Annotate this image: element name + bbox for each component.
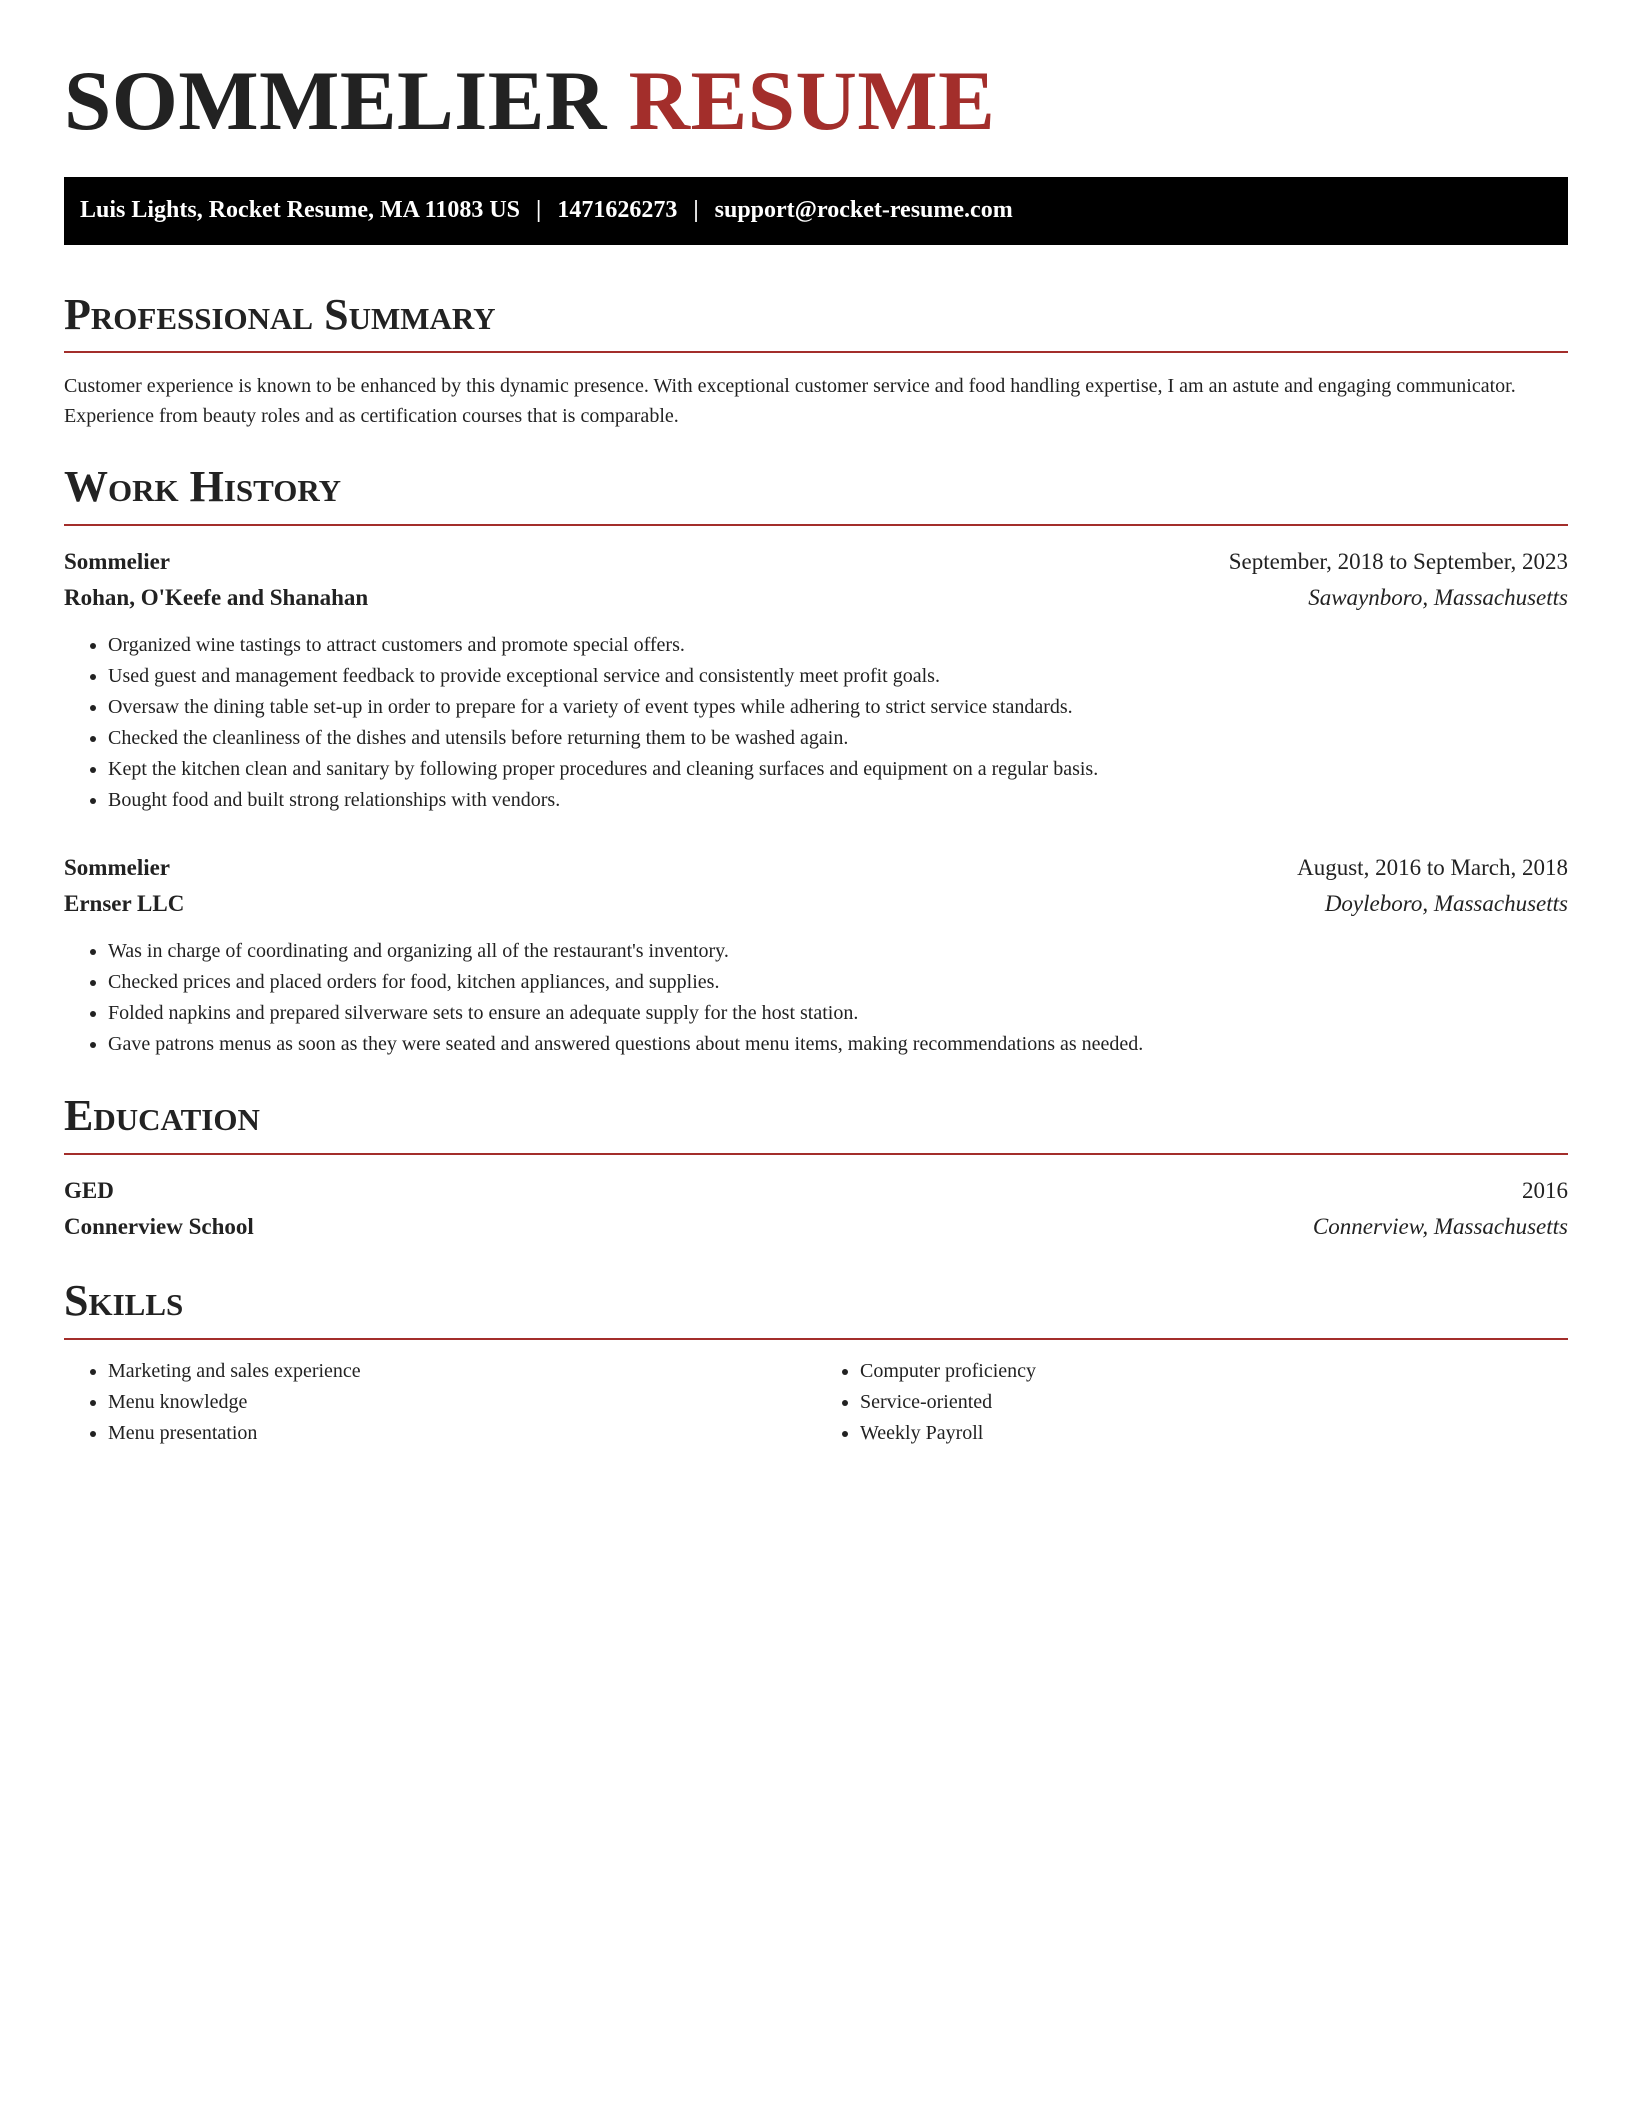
job-location: Doyleboro, Massachusetts [1324, 891, 1568, 917]
job-duty-item: • Checked prices and placed orders for food, kitchen appliances, and supplies. [108, 967, 1568, 998]
job-duty-item: • Bought food and built strong relationships with vendors. [108, 785, 1568, 816]
job-company-row [64, 580, 1568, 616]
section-heading-skills: Skills [64, 1275, 184, 1325]
job-entry [64, 850, 1568, 1060]
contact-email[interactable]: support@rocket-resume.com [714, 197, 1013, 223]
job-header-row [64, 850, 1568, 886]
education-school-row [64, 1209, 1568, 1245]
education-entry [64, 1173, 1568, 1245]
job-entry [64, 544, 1568, 816]
skill-item: • Computer proficiency [860, 1356, 1568, 1387]
job-company: Rohan, O'Keefe and Shanahan [64, 585, 369, 611]
section-heading-summary: Professional Summary [64, 289, 496, 339]
job-duty-item: • Oversaw the dining table set-up in order to prepare for a variety of event types while adhering to strict service standards. [108, 692, 1568, 723]
education-degree: GED [64, 1177, 114, 1203]
job-duty-item: • Folded napkins and prepared silverware sets to ensure an adequate supply for the host station. [108, 998, 1568, 1029]
job-dates: September, 2018 to September, 2023 [1228, 549, 1568, 575]
section-heading-work: Work History [64, 462, 342, 512]
title-part-1: SOMMELIER [64, 54, 607, 148]
job-duty-item: • Organized wine tastings to attract customers and promote special offers. [108, 630, 1568, 661]
section-divider [64, 524, 1568, 526]
work-history-section [64, 461, 1568, 1060]
job-dates: August, 2016 to March, 2018 [1297, 855, 1568, 881]
professional-summary-section [64, 289, 1568, 432]
section-divider [64, 1338, 1568, 1340]
education-header-row [64, 1173, 1568, 1209]
contact-separator: | [693, 197, 699, 223]
job-duties-list [64, 936, 1568, 1060]
contact-bar [64, 177, 1568, 245]
job-title: Sommelier [64, 855, 171, 881]
education-location: Connerview, Massachusetts [1312, 1213, 1568, 1239]
education-year: 2016 [1522, 1177, 1568, 1203]
skill-item: • Service-oriented [860, 1387, 1568, 1418]
skill-item: • Weekly Payroll [860, 1418, 1568, 1449]
summary-text: Customer experience is known to be enhanced by this dynamic presence. With exceptional customer service and food handling expertise, I am an astute and engaging communicator. Experience from beauty roles and as certification courses that is comparable. [64, 375, 1516, 428]
resume-title [64, 55, 1568, 149]
skills-list-left [64, 1356, 816, 1449]
skill-item: • Marketing and sales experience [108, 1356, 816, 1387]
job-duty-item: • Was in charge of coordinating and organizing all of the restaurant's inventory. [108, 936, 1568, 967]
job-duty-item: • Used guest and management feedback to provide exceptional service and consistently meet profit goals. [108, 661, 1568, 692]
job-header-row [64, 544, 1568, 580]
skill-item: • Menu knowledge [108, 1387, 816, 1418]
job-duties-list [64, 630, 1568, 816]
skills-section [64, 1275, 1568, 1449]
education-section [64, 1090, 1568, 1245]
skills-columns [64, 1356, 1568, 1449]
job-company: Ernser LLC [64, 891, 185, 917]
contact-phone[interactable]: 1471626273 [557, 197, 678, 223]
job-location: Sawaynboro, Massachusetts [1308, 585, 1568, 611]
job-duty-item: • Kept the kitchen clean and sanitary by following proper procedures and cleaning surfaces and equipment on a regular basis. [108, 754, 1568, 785]
skills-list-right [816, 1356, 1568, 1449]
contact-separator: | [536, 197, 542, 223]
section-divider [64, 351, 1568, 353]
job-company-row [64, 886, 1568, 922]
job-duty-item: • Gave patrons menus as soon as they were seated and answered questions about menu items, making recommendations as needed. [108, 1029, 1568, 1060]
education-school: Connerview School [64, 1213, 254, 1239]
skill-item: • Menu presentation [108, 1418, 816, 1449]
job-duty-item: • Checked the cleanliness of the dishes and utensils before returning them to be washed again. [108, 723, 1568, 754]
job-title: Sommelier [64, 549, 171, 575]
contact-address: Luis Lights, Rocket Resume, MA 11083 US [80, 197, 521, 223]
section-heading-education: Education [64, 1091, 260, 1141]
title-part-2: RESUME [628, 54, 996, 148]
section-divider [64, 1153, 1568, 1155]
